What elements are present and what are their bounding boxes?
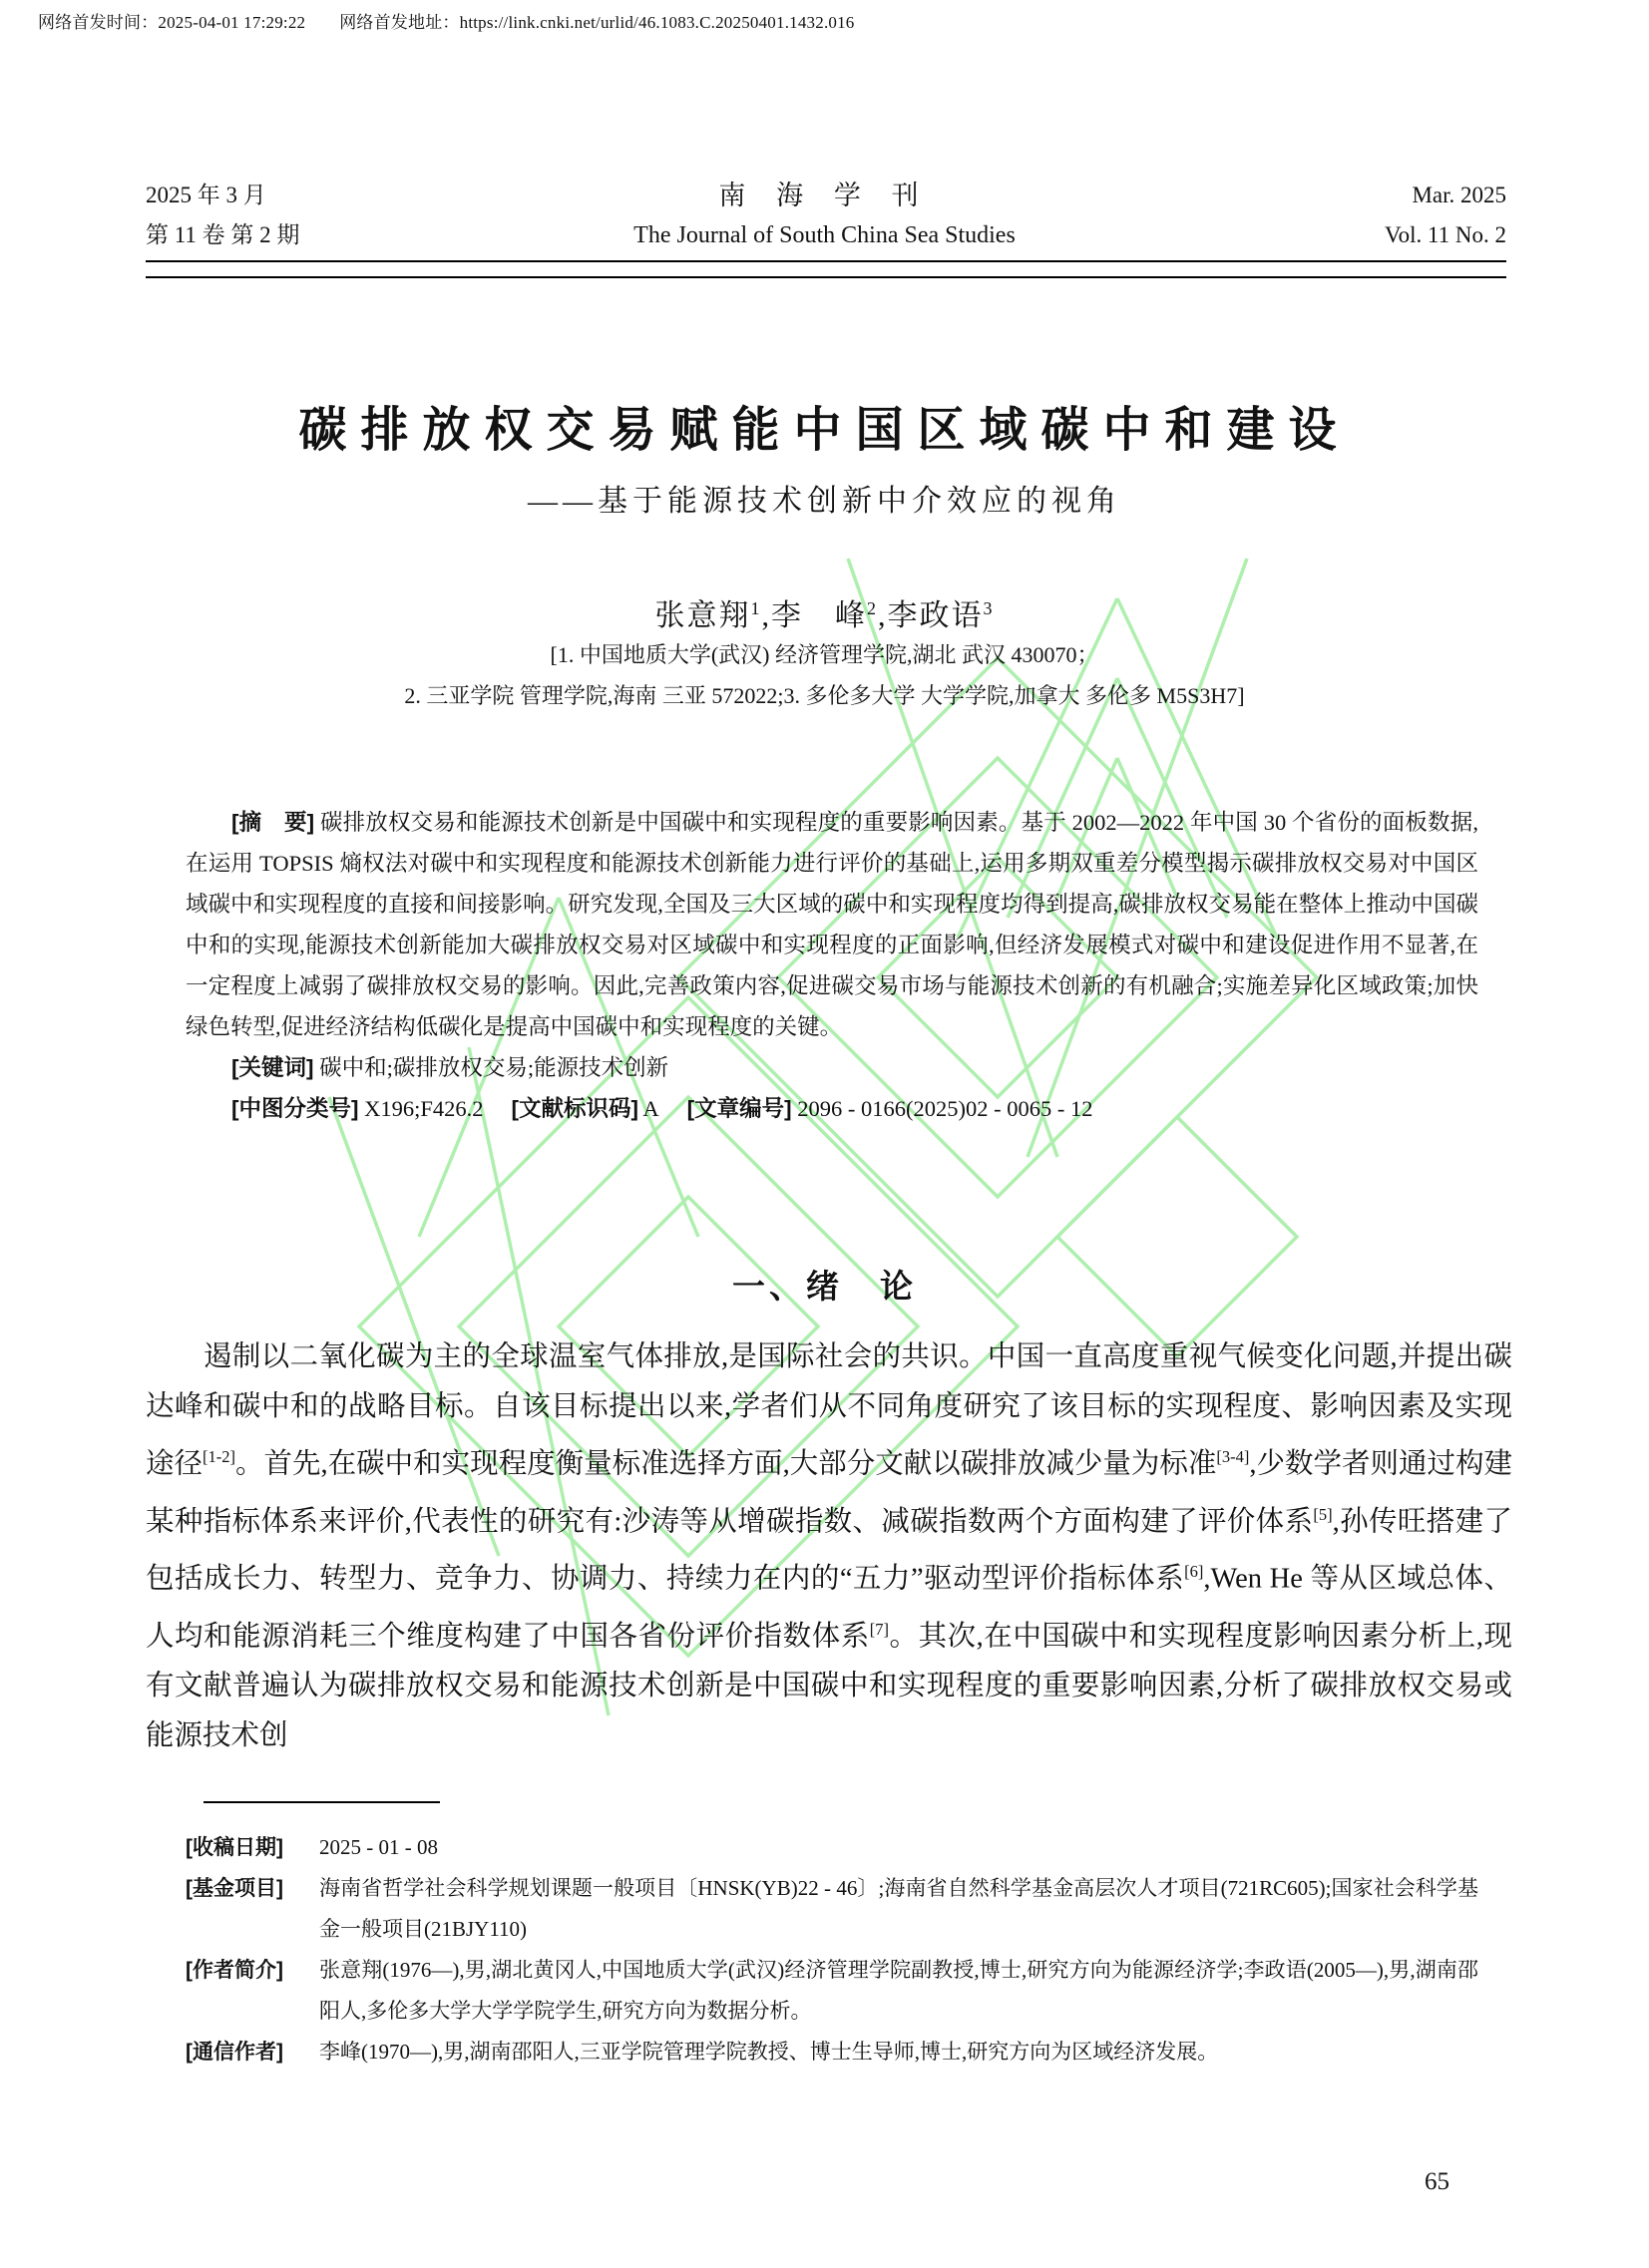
intro-paragraph: 遏制以二氧化碳为主的全球温室气体排放,是国际社会的共识。中国一直高度重视气候变化问题,并提出碳达峰和碳中和的战略目标。自该目标提出以来,学者们从不同角度研究了该目标的实现程度、影响因素及实现途径[1-2]。首先,在碳中和实现程度衡量标准选择方面,大部分文献以碳排放减少量为标准[3-4],少数学者则通过构建某种指标体系来评价,代表性的研究有:沙涛等从增碳指数、减碳指数两个方面构建了评价体系[5],孙传旺搭建了包括成长力、转型力、竞争力、协调力、持续力在内的“五力”驱动型评价指标体系[6],Wen He 等从区域总体、人均和能源消耗三个维度构建了中国各省份评价指数体系[7]。其次,在中国碳中和实现程度影响因素分析上,现有文献普遍认为碳排放权交易和能源技术创新是中国碳中和实现程度的重要影响因素,分析了碳排放权交易或能源技术创 [146, 1341, 1512, 1751]
clc-value: X196;F426.2 [358, 1096, 484, 1121]
notice-time: 2025-04-01 17:29:22 [158, 13, 306, 32]
affiliation-line-1: [1. 中国地质大学(武汉) 经济管理学院,湖北 武汉 430070； [550, 642, 1099, 667]
journal-header-right [1385, 176, 1506, 255]
notice-time-label: 网络首发时间： [38, 13, 159, 32]
notice-url: https://link.cnki.net/urlid/46.1083.C.20250401.1432.016 [459, 13, 855, 32]
online-first-notice [38, 8, 855, 33]
abstract-label: [摘 要] [231, 810, 315, 835]
journal-date-en: Mar. 2025 [1412, 183, 1506, 207]
footnote-funding [186, 1868, 1478, 1950]
footnotes-block [186, 1827, 1478, 2073]
journal-name-zh: 南 海 学 刊 [718, 181, 931, 210]
article-title: 碳排放权交易赋能中国区域碳中和建设 [298, 404, 1351, 457]
affiliation-line-2: 2. 三亚学院 管理学院,海南 三亚 572022;3. 多伦多大学 大学学院,加拿大 多伦多 M5S3H7] [404, 683, 1245, 708]
keywords-text: 碳中和;碳排放权交易;能源技术创新 [313, 1055, 669, 1080]
footnote-label: [收稿日期] [186, 1836, 283, 1859]
article-id-label: [文章编号] [686, 1096, 792, 1121]
footnote-received-date [186, 1827, 1478, 1868]
clc-label: [中图分类号] [231, 1096, 359, 1121]
affiliations [0, 634, 1649, 716]
journal-issue-zh: 第 11 卷 第 2 期 [146, 222, 300, 247]
keywords-label: [关键词] [231, 1055, 314, 1080]
author-line: 张意翔$^1$,李 峰$^2$,李政语$^3$ [654, 598, 995, 632]
footnote-label: [基金项目] [186, 1877, 283, 1900]
footnote-content: 海南省哲学社会科学规划课题一般项目〔HNSK(YB)22 - 46〕;海南省自然科学基金高层次人才项目(721RC605);国家社会科学基金一般项目(21BJY110) [319, 1876, 1478, 1941]
footnote-content: 张意翔(1976—),男,湖北黄冈人,中国地质大学(武汉)经济管理学院副教授,博士,研究方向为能源经济学;李政语(2005—),男,湖南邵阳人,多伦多大学大学学院学生,研究方向为数据分析。 [319, 1958, 1478, 2023]
header-double-rule [146, 260, 1506, 278]
abstract-text: 碳排放权交易和能源技术创新是中国碳中和实现程度的重要影响因素。基于 2002—2022 年中国 30 个省份的面板数据,在运用 TOPSIS 熵权法对碳中和实现程度和能源技术创新能力进行评价的基础上,运用多期双重差分模型揭示碳排放权交易对中国区域碳中和实现程度的直接和间接影响。研究发现,全国及三大区域的碳中和实现程度均得到提高,碳排放权交易能在整体上推动中国碳中和的实现,能源技术创新能加大碳排放权交易对区域碳中和实现程度的正面影响,但经济发展模式对碳中和建设促进作用不显著,在一定程度上减弱了碳排放权交易的影响。因此,完善政策内容,促进碳交易市场与能源技术创新的有机融合;实施差异化区域政策;加快绿色转型,促进经济结构低碳化是提高中国碳中和实现程度的关键。 [186, 810, 1478, 1039]
journal-vol-en: Vol. 11 No. 2 [1384, 222, 1506, 247]
footnote-corresponding-author [186, 2032, 1478, 2073]
footnote-label: [作者简介] [186, 1959, 283, 1982]
footnote-label: [通信作者] [186, 2041, 283, 2064]
abstract-paragraph [186, 802, 1478, 1047]
journal-name-en: The Journal of South China Sea Studies [633, 222, 1016, 248]
footnote-author-bio [186, 1950, 1478, 2032]
keywords-line [186, 1047, 1478, 1088]
page-number: 65 [1425, 2168, 1449, 2195]
journal-date-zh: 2025 年 3 月 [146, 183, 266, 207]
section-heading: 一、绪 论 [732, 1268, 917, 1305]
abstract-block [186, 802, 1478, 1129]
clc-line [186, 1088, 1478, 1129]
doc-code-label: [文献标识码] [511, 1096, 639, 1121]
article-id-value: 2096 - 0166(2025)02 - 0065 - 12 [791, 1096, 1093, 1121]
footnote-content: 李峰(1970—),男,湖南邵阳人,三亚学院管理学院教授、博士生导师,博士,研究方向为区域经济发展。 [319, 2040, 1219, 2064]
notice-addr-label: 网络首发地址： [339, 13, 460, 32]
footnote-divider [204, 1801, 440, 1803]
article-subtitle: ——基于能源技术创新中介效应的视角 [528, 485, 1121, 518]
footnote-content: 2025 - 01 - 08 [319, 1835, 438, 1859]
doc-code-value: A [638, 1096, 659, 1121]
